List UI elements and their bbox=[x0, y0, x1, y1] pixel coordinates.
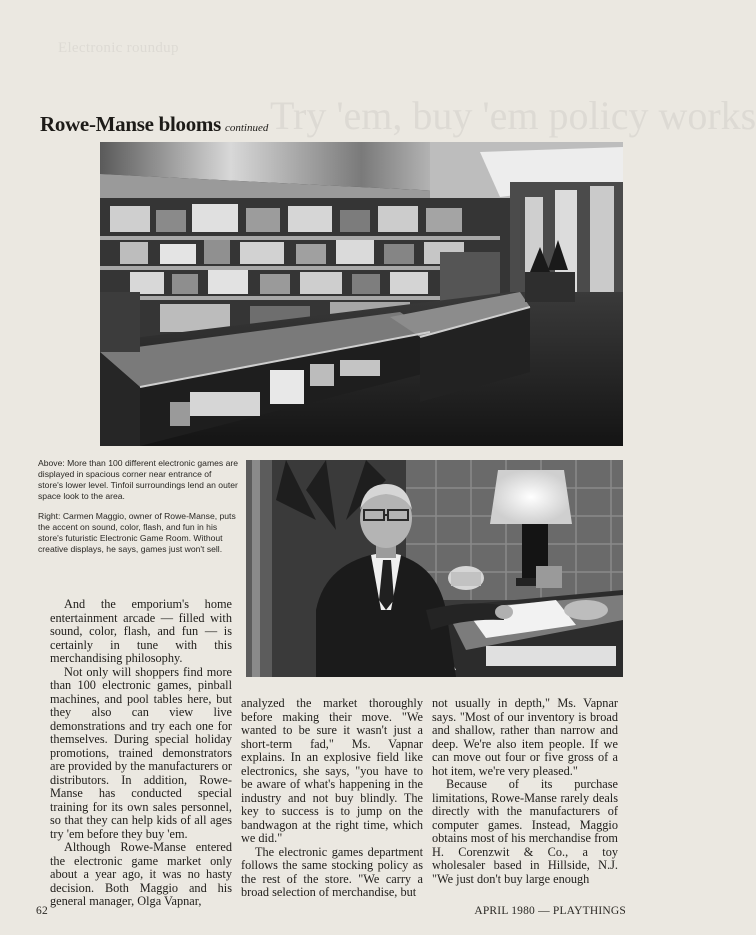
store-arcade-photo bbox=[100, 142, 623, 446]
article-column-2 bbox=[241, 697, 423, 900]
column-2-paragraph: analyzed the market thoroughly before making their move. "We wanted to be sure it wasn't just a short-term fad," Ms. Vapnar explains. In an explosive field like electronics, she says, "you have to be aware of what's happening in the industry and not buy blindly. The key to success is to jump on the bandwagon at the right time, which we did." bbox=[241, 696, 423, 845]
photo-captions bbox=[38, 458, 238, 564]
column-1-paragraph: Not only will shoppers find more than 100 electronic games, pinball machines, and pool tables here, but they also can view live demonstrations and try each one for themselves. During special holiday promotions, trained demonstrators are provided by the manufacturers or distributors. In addition, Rowe-Manse has conducted special training for its own sales personnel, so that they can help kids of all ages try 'em before they buy 'em. bbox=[50, 664, 232, 841]
show-through-headline: Try 'em, buy 'em policy works bbox=[270, 93, 756, 138]
article-column-1 bbox=[50, 598, 232, 909]
page-number: 62 bbox=[36, 905, 48, 917]
column-3-paragraph: not usually in depth," Ms. Vapnar says. "Most of our inventory is broad and shallow, rather than narrow and deep. We're also item people. If we can move out four or five gross of a hot item, we're very pleased." bbox=[432, 696, 618, 778]
owner-portrait-illustration bbox=[246, 460, 623, 677]
column-1-paragraph: Although Rowe-Manse entered the electronic game market only about a year ago, it was no hasty decision. Both Maggio and his general manager, Olga Vapnar, bbox=[50, 840, 232, 908]
caption-right: Right: Carmen Maggio, owner of Rowe-Manse, puts the accent on sound, color, flash, and fun in his store's futuristic Electronic Game Room. Without creative displays, he says, games just won't sell. bbox=[38, 511, 236, 554]
article-headline bbox=[40, 112, 268, 137]
column-3-paragraph: Because of its purchase limitations, Rowe-Manse rarely deals directly with the manufacturers of computer games. Instead, Maggio obtains most of his merchandise from H. Corenzwit & Co., a toy wholesaler based in Hillside, N.J. "We just don't buy large enough bbox=[432, 777, 618, 886]
store-arcade-illustration bbox=[100, 142, 623, 446]
owner-portrait-photo bbox=[246, 460, 623, 677]
column-2-paragraph: The electronic games department follows the same stocking policy as the rest of the store. "We carry a broad selection of merchandise, but bbox=[241, 844, 423, 899]
article-column-3 bbox=[432, 697, 618, 886]
show-through-running-head: Electronic roundup bbox=[58, 40, 179, 56]
column-1-paragraph: And the emporium's home entertainment arcade — filled with sound, color, flash, and fun — is certainly in tune with this merchandising philosophy. bbox=[50, 597, 232, 665]
caption-above: Above: More than 100 different electronic games are displayed in spacious corner near entrance of store's lower level. Tinfoil surroundings lend an outer space look to the area. bbox=[38, 458, 239, 501]
headline-continued: continued bbox=[224, 122, 269, 134]
publication-footer: APRIL 1980 — PLAYTHINGS bbox=[474, 905, 626, 917]
headline-title: Rowe-Manse blooms bbox=[40, 112, 221, 136]
